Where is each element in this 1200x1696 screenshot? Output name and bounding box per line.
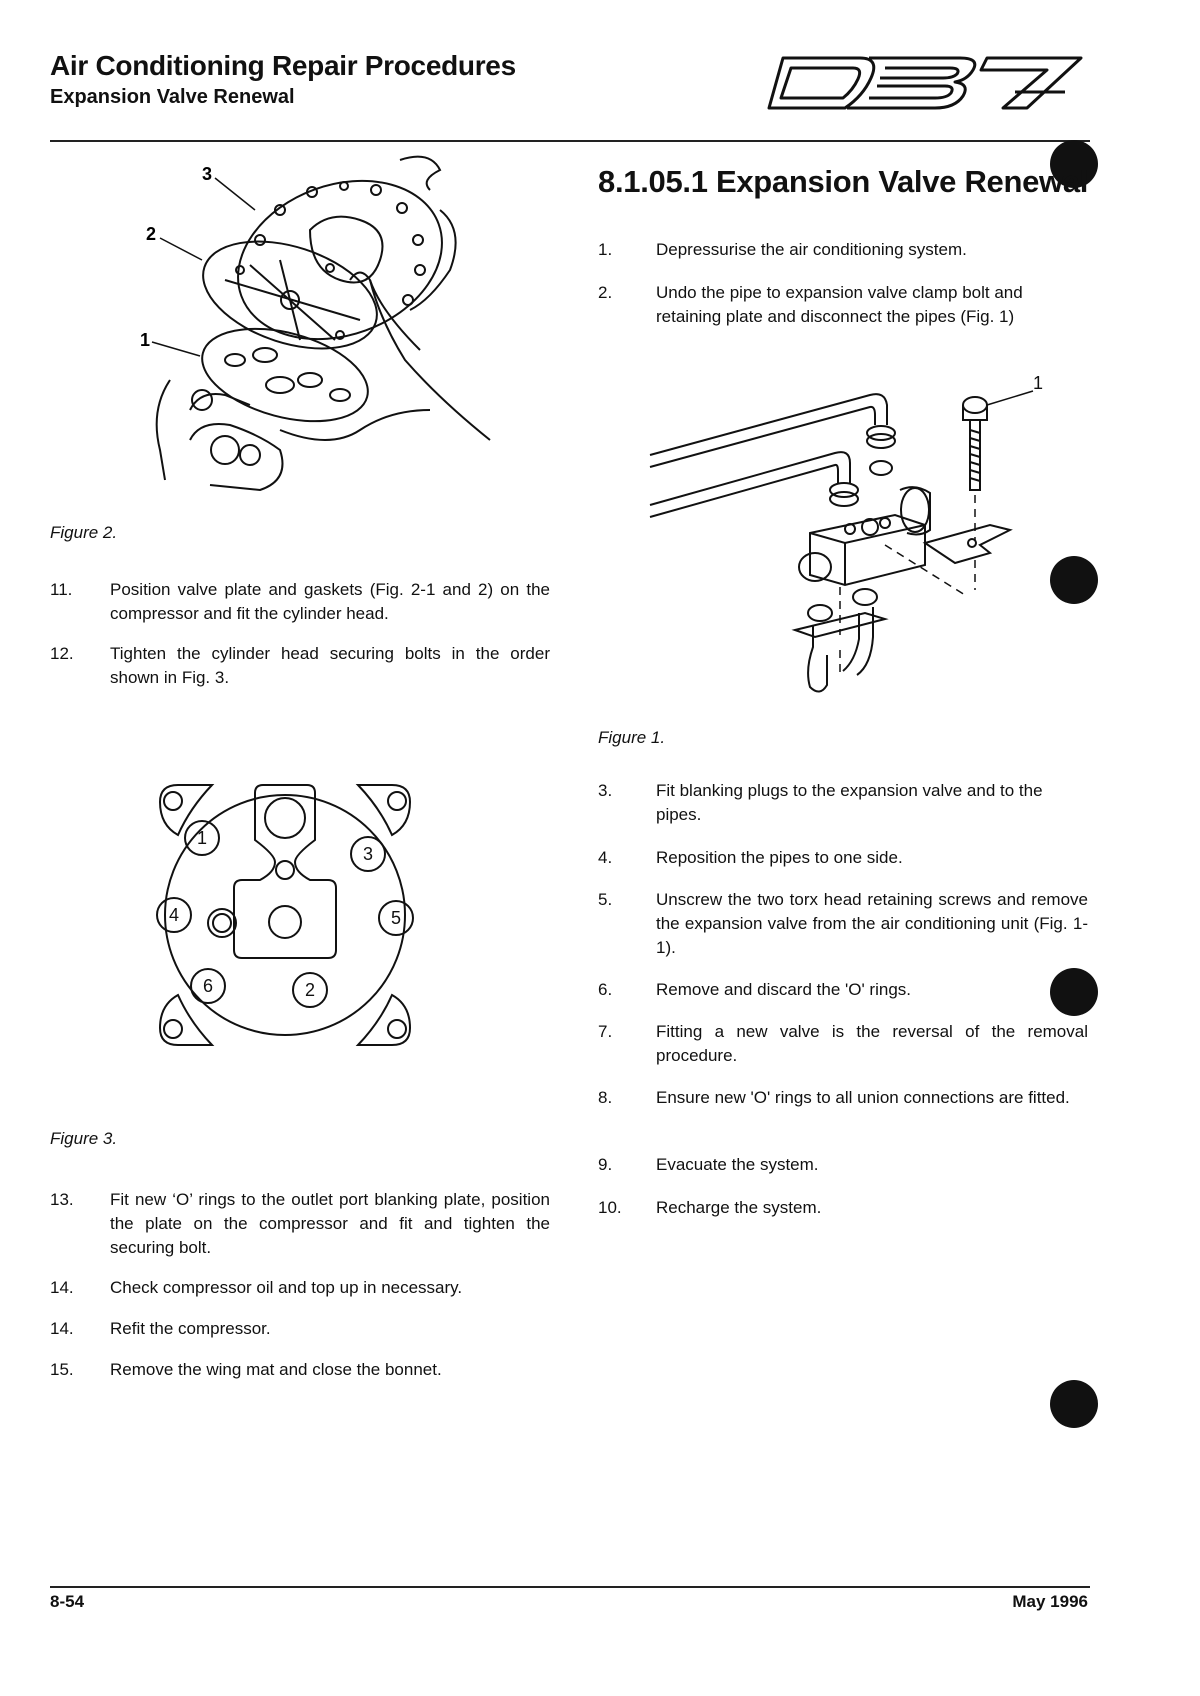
header-rule <box>50 140 1090 142</box>
step-text: Tighten the cylinder head securing bolts in the order shown in Fig. 3. <box>110 644 550 687</box>
step-text: Reposition the pipes to one side. <box>656 848 903 867</box>
bolt-order-label: 6 <box>202 976 214 996</box>
bolt-order-label: 1 <box>196 828 208 848</box>
bolt-order-label: 3 <box>362 844 374 864</box>
procedure-step <box>50 1317 550 1341</box>
procedure-step <box>598 888 1088 960</box>
figure-1-illustration <box>645 375 1075 705</box>
figure-2-callout: 3 <box>202 164 213 184</box>
step-text: Refit the compressor. <box>110 1319 271 1338</box>
step-number: 12. <box>50 644 74 663</box>
step-text: Evacuate the system. <box>656 1155 819 1174</box>
page-header-title: Air Conditioning Repair Procedures <box>50 50 516 81</box>
step-text: Fitting a new valve is the reversal of the removal procedure. <box>656 1022 1088 1065</box>
step-text: Remove and discard the 'O' rings. <box>656 980 911 999</box>
step-number: 3. <box>598 781 613 800</box>
procedure-step <box>50 1276 550 1300</box>
step-number: 15. <box>50 1360 74 1379</box>
bolt-order-label: 4 <box>168 905 180 925</box>
step-number: 5. <box>598 890 613 909</box>
step-text: Ensure new 'O' rings to all union connections are fitted. <box>656 1088 1070 1107</box>
step-text: Check compressor oil and top up in necessary. <box>110 1278 463 1297</box>
step-number: 7. <box>598 1022 613 1041</box>
figure-3-illustration <box>150 780 420 1050</box>
step-number: 8. <box>598 1088 613 1107</box>
step-number: 1. <box>598 240 613 259</box>
step-number: 9. <box>598 1155 613 1174</box>
procedure-step <box>598 1153 1088 1177</box>
figure-1-caption: Figure 1. <box>598 728 666 747</box>
procedure-step <box>50 1358 550 1382</box>
step-number: 13. <box>50 1190 74 1209</box>
step-text: Undo the pipe to expansion valve clamp bolt and retaining plate and disconnect the pipes (Fig. 1) <box>656 283 1023 326</box>
db7-logo <box>765 52 1085 114</box>
procedure-step <box>50 1188 550 1260</box>
step-number: 6. <box>598 980 613 999</box>
binder-hole-mark <box>1050 1380 1098 1428</box>
revision-date: May 1996 <box>1012 1592 1088 1611</box>
procedure-step <box>598 1020 1088 1068</box>
step-text: Recharge the system. <box>656 1198 822 1217</box>
figure-3-caption: Figure 3. <box>50 1129 118 1148</box>
step-text: Unscrew the two torx head retaining screws and remove the expansion valve from the air conditioning unit (Fig. 1-1). <box>656 890 1088 957</box>
bolt-order-label: 2 <box>304 980 316 1000</box>
step-number: 4. <box>598 848 613 867</box>
step-number: 14. <box>50 1278 74 1297</box>
procedure-step <box>598 779 1088 827</box>
step-number: 10. <box>598 1198 622 1217</box>
procedure-step <box>598 238 1088 262</box>
section-heading: 8.1.05.1 Expansion Valve Renewal <box>598 164 1089 199</box>
page-number: 8-54 <box>50 1592 85 1611</box>
procedure-step <box>598 978 1088 1002</box>
step-number: 2. <box>598 283 613 302</box>
procedure-step <box>598 281 1088 329</box>
figure-1-leader <box>987 391 1033 405</box>
procedure-step <box>598 846 1088 870</box>
step-text: Remove the wing mat and close the bonnet. <box>110 1360 442 1379</box>
page-header-subtitle: Expansion Valve Renewal <box>50 86 295 108</box>
procedure-step <box>598 1196 1088 1220</box>
figure-1-callout: 1 <box>1033 375 1044 393</box>
step-text: Position valve plate and gaskets (Fig. 2-1 and 2) on the compressor and fit the cylinder head. <box>110 580 550 623</box>
procedure-step <box>598 1086 1088 1110</box>
figure-2-caption: Figure 2. <box>50 523 118 542</box>
step-text: Fit blanking plugs to the expansion valve and to the pipes. <box>656 781 1043 824</box>
figure-2-illustration <box>130 150 550 520</box>
step-number: 14. <box>50 1319 74 1338</box>
bolt-order-label: 5 <box>390 908 402 928</box>
step-text: Depressurise the air conditioning system. <box>656 240 967 259</box>
figure-2-callout: 1 <box>140 330 151 350</box>
step-text: Fit new ‘O’ rings to the outlet port blanking plate, position the plate on the compressor and fit and tighten the securing bolt. <box>110 1190 550 1257</box>
procedure-step <box>50 578 550 626</box>
footer-rule <box>50 1586 1090 1588</box>
procedure-step <box>50 642 550 690</box>
step-number: 11. <box>50 580 73 599</box>
figure-2-callout: 2 <box>146 224 157 244</box>
